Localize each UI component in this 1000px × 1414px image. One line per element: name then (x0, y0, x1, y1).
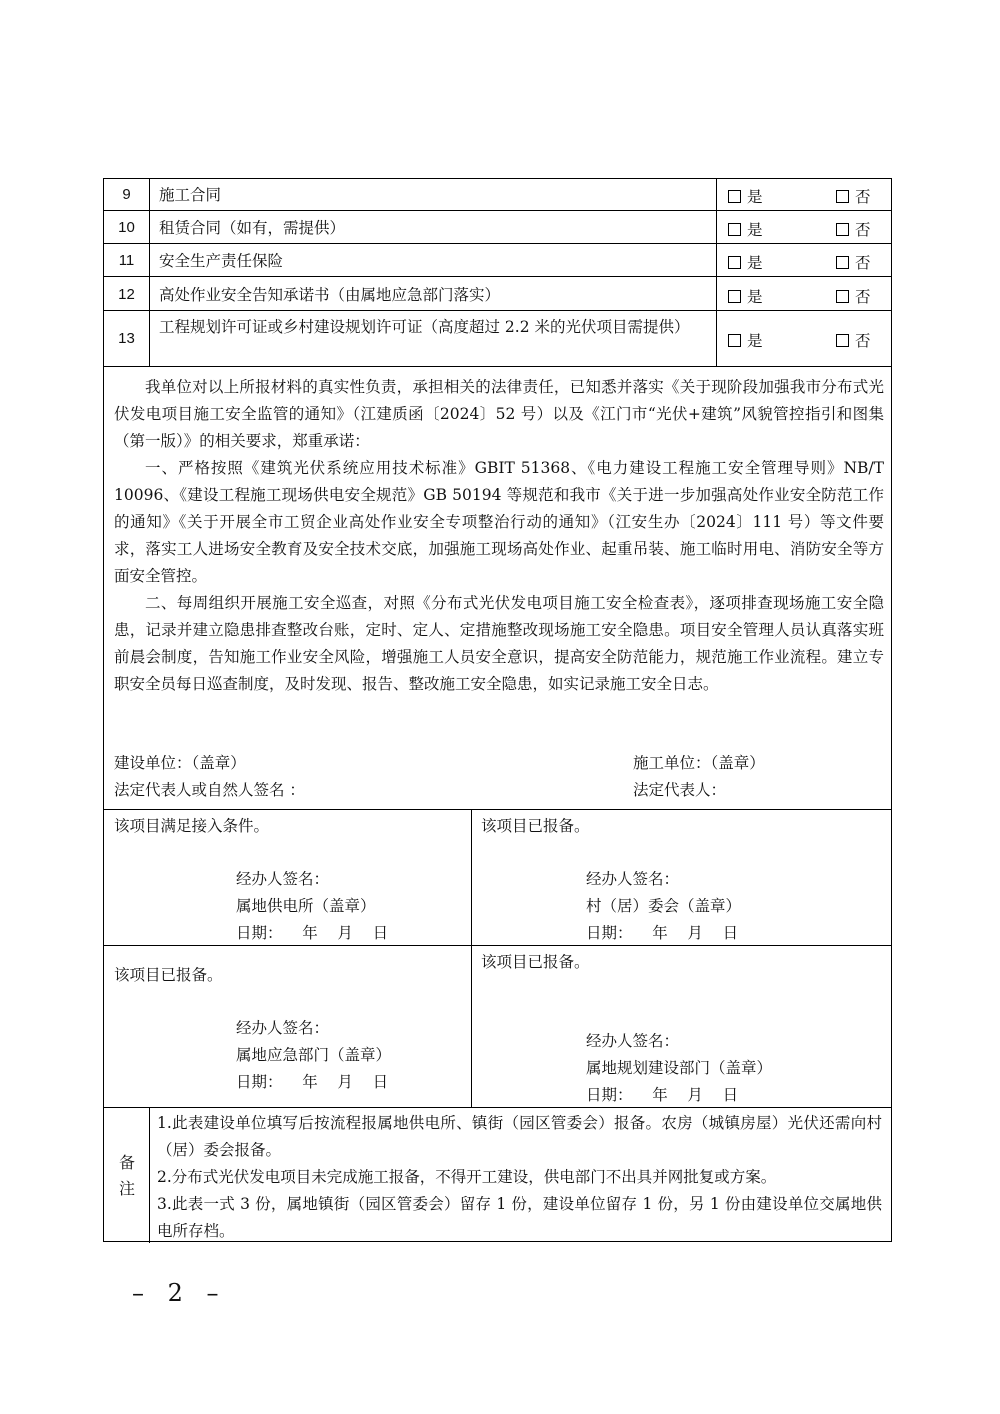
row-divider (104, 809, 891, 810)
checkbox-icon[interactable] (728, 256, 741, 269)
checkbox-icon[interactable] (836, 334, 849, 347)
yes-option[interactable]: 是 (728, 285, 763, 307)
handler-signature[interactable]: 经办人签名： (236, 1019, 330, 1037)
approval-status: 该项目已报备。 (481, 953, 590, 971)
note-item: 1.此表建设单位填写后按流程报属地供电所、镇街（园区管委会）报备。农房（城镇房屋）光伏还需向村（居）委会报备。 (157, 1114, 882, 1159)
item-text: 施工合同 (159, 186, 222, 204)
builder-unit-seal: 建设单位：（盖章） (114, 754, 246, 772)
row-divider (104, 210, 891, 211)
checkbox-icon[interactable] (728, 223, 741, 236)
handler-signature[interactable]: 经办人签名： (236, 870, 330, 888)
checkbox-icon[interactable] (836, 290, 849, 303)
commitment-paragraph: 二、每周组织开展施工安全巡查，对照《分布式光伏发电项目施工安全检查表》，逐项排查现场施工安全隐患，记录并建立隐患排查整改台账，定时、定人、定措施整改现场施工安全隐患。项目安全管理人员认真落实班前晨会制度，告知施工作业安全风险，增强施工人员安全意识，提高安全防范能力，规范施工作业流程。建立专职安全员每日巡查制度，及时发现、报告、整改施工安全隐患，如实记录施工安全日志。 (114, 594, 884, 693)
checkbox-icon[interactable] (836, 190, 849, 203)
item-text: 安全生产责任保险 (159, 252, 284, 270)
row-divider (104, 310, 891, 311)
row-number: 13 (118, 330, 135, 347)
approval-seal: 村（居）委会（盖章） (586, 897, 742, 915)
approval-seal: 属地供电所（盖章） (236, 897, 376, 915)
commitment-paragraph: 一、严格按照《建筑光伏系统应用技术标准》GBIT 51368、《电力建设工程施工安全管理导则》NB/T 10096、《建设工程施工现场供电安全规范》GB 50194 等规范和我市《关于进一步加强高处作业安全防范工作的通知》《关于开展全市工贸企业高处作业安全专项整治行动的通知》（江安生办〔2024〕111 号）等文件要求，落实工人进场安全教育及安全技术交底，加强施工现场高处作业、起重吊装、施工临时用电、消防安全等方面安全管控。 (114, 459, 884, 585)
approval-seal: 属地应急部门（盖章） (236, 1046, 392, 1064)
form-table (103, 178, 892, 1242)
approval-date[interactable]: 日期： 年 月 日 (236, 1073, 389, 1091)
approval-date[interactable]: 日期： 年 月 日 (586, 924, 739, 942)
constructor-unit-seal: 施工单位：（盖章） (633, 754, 765, 772)
no-option[interactable]: 否 (836, 185, 871, 207)
no-option[interactable]: 否 (836, 285, 871, 307)
yes-option[interactable]: 是 (728, 251, 763, 273)
note-item: 3.此表一式 3 份，属地镇街（园区管委会）留存 1 份，建设单位留存 1 份，另 1 份由建设单位交属地供电所存档。 (157, 1195, 882, 1240)
yes-option[interactable]: 是 (728, 329, 763, 351)
item-text: 工程规划许可证或乡村建设规划许可证（高度超过 2.2 米的光伏项目需提供） (159, 318, 690, 336)
row-divider (104, 945, 891, 946)
approval-status: 该项目满足接入条件。 (114, 817, 270, 835)
yes-option[interactable]: 是 (728, 185, 763, 207)
no-option[interactable]: 否 (836, 329, 871, 351)
column-divider (149, 1107, 150, 1243)
yes-option[interactable]: 是 (728, 218, 763, 240)
builder-rep-signature[interactable]: 法定代表人或自然人签名 ： (114, 781, 305, 799)
constructor-rep-signature[interactable]: 法定代表人： (633, 781, 727, 799)
handler-signature[interactable]: 经办人签名： (586, 1032, 680, 1050)
checkbox-icon[interactable] (836, 256, 849, 269)
approval-status: 该项目已报备。 (481, 817, 590, 835)
note-item: 2.分布式光伏发电项目未完成施工报备，不得开工建设，供电部门不出具并网批复或方案。 (157, 1168, 777, 1186)
row-number: 10 (118, 219, 135, 236)
no-option[interactable]: 否 (836, 251, 871, 273)
notes-text (157, 1110, 882, 1245)
commitment-text (114, 374, 884, 698)
row-divider (104, 276, 891, 277)
page-number: – 2 – (132, 1279, 227, 1307)
notes-label: 备 注 (118, 1153, 135, 1198)
row-divider (104, 243, 891, 244)
approval-status: 该项目已报备。 (114, 966, 223, 984)
row-divider (104, 1107, 891, 1108)
commitment-paragraph: 我单位对以上所报材料的真实性负责，承担相关的法律责任，已知悉并落实《关于现阶段加强我市分布式光伏发电项目施工安全监管的通知》（江建质函〔2024〕52 号）以及《江门市“光伏+建筑”风貌管控指引和图集（第一版）》的相关要求，郑重承诺： (114, 378, 884, 450)
item-text: 高处作业安全告知承诺书（由属地应急部门落实） (159, 286, 501, 304)
approval-date[interactable]: 日期： 年 月 日 (586, 1086, 739, 1104)
row-number: 11 (118, 252, 135, 269)
checkbox-icon[interactable] (836, 223, 849, 236)
column-divider (716, 179, 717, 366)
approval-date[interactable]: 日期： 年 月 日 (236, 924, 389, 942)
row-number: 12 (118, 286, 135, 303)
row-number: 9 (122, 186, 131, 203)
checkbox-icon[interactable] (728, 290, 741, 303)
column-divider (149, 179, 150, 366)
no-option[interactable]: 否 (836, 218, 871, 240)
checkbox-icon[interactable] (728, 190, 741, 203)
checkbox-icon[interactable] (728, 334, 741, 347)
row-divider (104, 366, 891, 367)
approval-seal: 属地规划建设部门（盖章） (586, 1059, 773, 1077)
handler-signature[interactable]: 经办人签名： (586, 870, 680, 888)
column-divider (471, 809, 472, 1107)
item-text: 租赁合同（如有，需提供） (159, 219, 346, 237)
